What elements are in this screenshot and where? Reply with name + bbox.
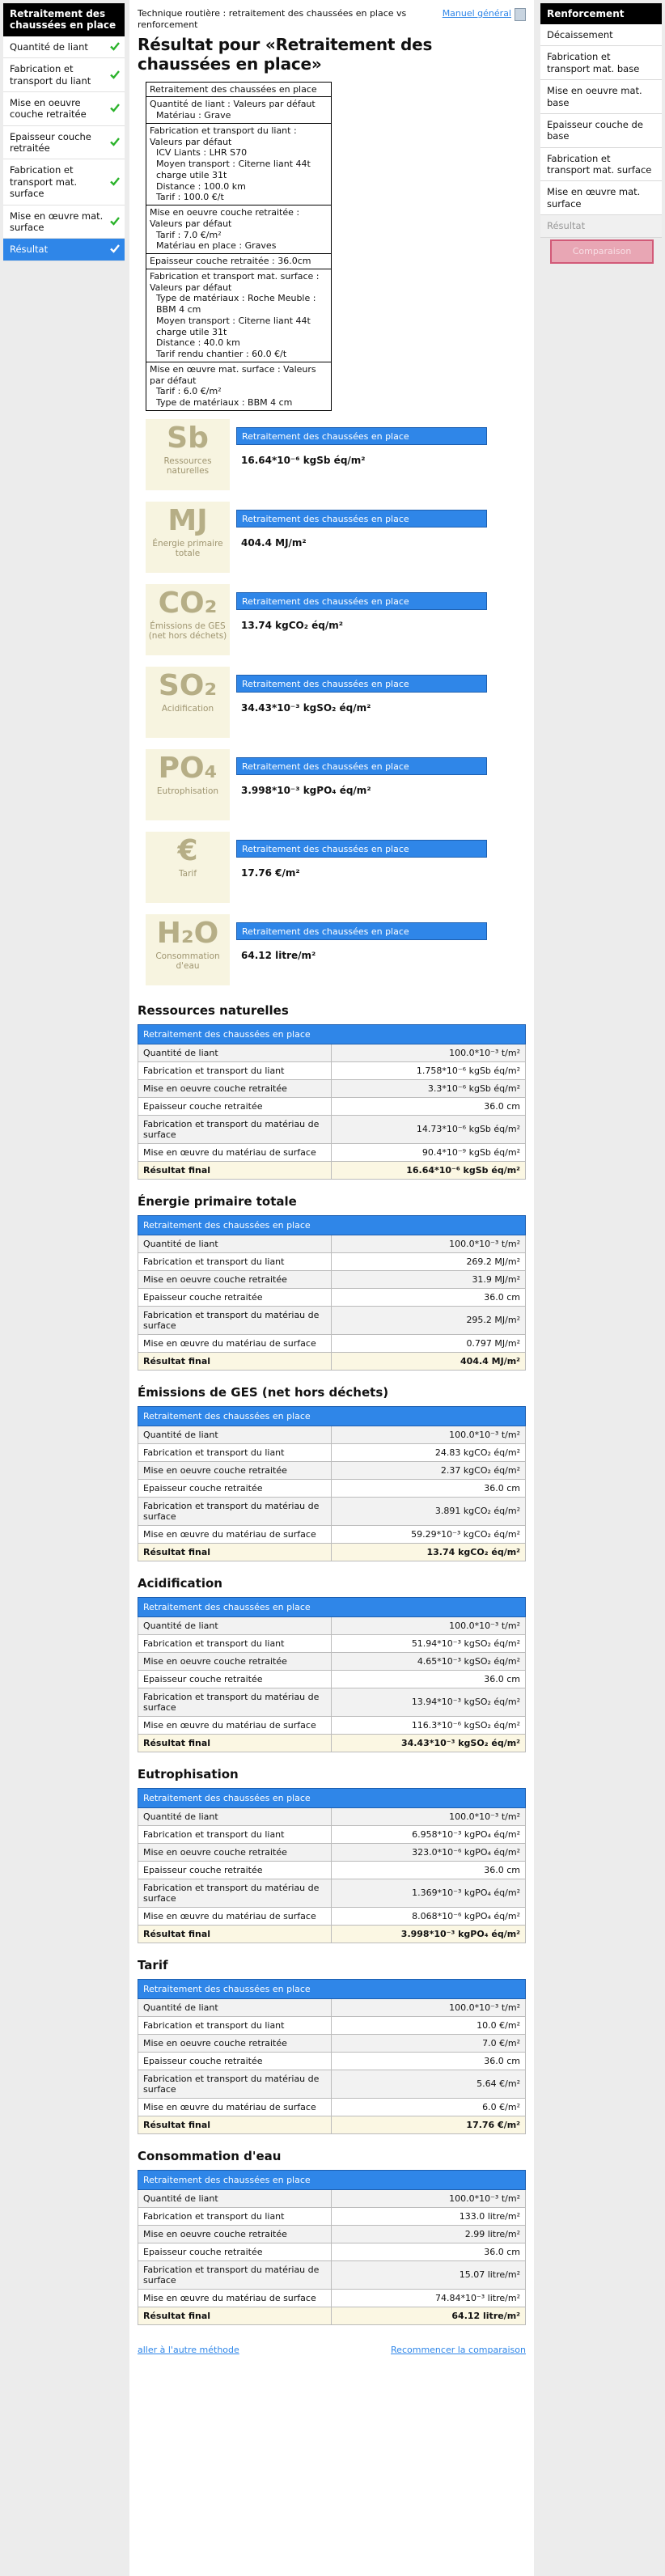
table-row <box>138 1334 526 1352</box>
row-value: 3.891 kgCO₂ éq/m² <box>332 1497 526 1525</box>
summary-line: Fabrication et transport mat. surface : Valeurs par défaut <box>150 270 320 293</box>
final-row <box>138 1352 526 1370</box>
row-value: 1.369*10⁻³ kgPO₄ éq/m² <box>332 1879 526 1907</box>
result-table <box>138 1979 526 2134</box>
final-row <box>138 2116 526 2133</box>
row-label: Epaisseur couche retraitée <box>138 1097 332 1115</box>
table-row <box>138 1879 526 1907</box>
sidebar-item-4[interactable] <box>3 159 125 205</box>
indicator-symbol: SO₂ <box>158 668 218 702</box>
row-label: Fabrication et transport du liant <box>138 1443 332 1461</box>
row-value: 2.37 kgCO₂ éq/m² <box>332 1461 526 1479</box>
check-icon <box>110 244 120 253</box>
sidebar-item-6[interactable] <box>3 239 125 261</box>
restart-comparison-link[interactable]: Recommencer la comparaison <box>391 2344 526 2355</box>
summary-line: Fabrication et transport du liant : Valeurs par défaut <box>150 125 297 147</box>
right-sidebar-item-3[interactable]: Epaisseur couche de base <box>540 114 662 148</box>
indicator-2 <box>146 584 526 659</box>
indicator-icon <box>146 584 230 655</box>
row-value: 15.07 litre/m² <box>332 2260 526 2289</box>
row-label: Epaisseur couche retraitée <box>138 1670 332 1688</box>
table-row <box>138 2243 526 2260</box>
table-row <box>138 1616 526 1634</box>
row-label: Résultat final <box>138 2307 332 2324</box>
indicator-value: 17.76 €/m² <box>241 866 300 879</box>
sidebar-item-0[interactable] <box>3 36 125 58</box>
row-value: 100.0*10⁻³ t/m² <box>332 2189 526 2207</box>
row-label: Fabrication et transport du matériau de surface <box>138 1688 332 1716</box>
indicator-list <box>138 419 526 989</box>
row-value: 31.9 MJ/m² <box>332 1270 526 1288</box>
indicator-value: 3.998*10⁻³ kgPO₄ éq/m² <box>241 784 371 796</box>
sidebar-item-1[interactable] <box>3 58 125 92</box>
sidebar-item-label: Epaisseur couche retraitée <box>10 130 91 155</box>
breadcrumb <box>138 8 526 32</box>
row-label: Résultat final <box>138 1161 332 1179</box>
table-row <box>138 2225 526 2243</box>
row-value: 59.29*10⁻³ kgCO₂ éq/m² <box>332 1525 526 1543</box>
row-label: Résultat final <box>138 1352 332 1370</box>
row-value: 36.0 cm <box>332 1479 526 1497</box>
table-row <box>138 1306 526 1334</box>
row-label: Résultat final <box>138 1925 332 1943</box>
table-row <box>138 1044 526 1061</box>
table-header: Retraitement des chaussées en place <box>138 1406 526 1426</box>
table-header: Retraitement des chaussées en place <box>138 1597 526 1616</box>
table-header-row <box>138 1788 526 1807</box>
sidebar-item-3[interactable] <box>3 126 125 160</box>
row-label: Résultat final <box>138 1734 332 1752</box>
summary-line: Matériau en place : Graves <box>156 240 277 252</box>
table-row <box>138 1270 526 1288</box>
table-row <box>138 2070 526 2098</box>
row-label: Quantité de liant <box>138 1044 332 1061</box>
indicator-6 <box>146 914 526 989</box>
indicator-label: Acidification <box>161 703 214 714</box>
table-row <box>138 2098 526 2116</box>
row-value: 51.94*10⁻³ kgSO₂ éq/m² <box>332 1634 526 1652</box>
right-sidebar-item-4[interactable]: Fabrication et transport mat. surface <box>540 148 662 182</box>
table-row <box>138 2207 526 2225</box>
summary-line: Tarif : 7.0 €/m² <box>156 229 222 240</box>
table-row <box>138 1288 526 1306</box>
row-label: Fabrication et transport du matériau de surface <box>138 2070 332 2098</box>
row-value: 16.64*10⁻⁶ kgSb éq/m² <box>332 1161 526 1179</box>
indicator-label: Ressources naturelles <box>163 455 212 477</box>
table-row <box>138 1479 526 1497</box>
section-title: Consommation d'eau <box>138 2148 282 2163</box>
indicator-1 <box>146 502 526 576</box>
summary-line: Tarif : 6.0 €/m² <box>156 386 222 397</box>
indicator-bar: Retraitement des chaussées en place <box>236 592 487 610</box>
indicator-0 <box>146 419 526 494</box>
sidebar-item-label: Quantité de liant <box>10 40 88 53</box>
summary-line: Distance : 100.0 km <box>156 180 246 192</box>
result-table <box>138 1215 526 1371</box>
table-row <box>138 1461 526 1479</box>
row-value: 269.2 MJ/m² <box>332 1252 526 1270</box>
row-label: Fabrication et transport du matériau de surface <box>138 1879 332 1907</box>
table-row <box>138 1252 526 1270</box>
table-header-row <box>138 1979 526 1998</box>
row-label: Epaisseur couche retraitée <box>138 2243 332 2260</box>
indicator-symbol: MJ <box>167 503 208 537</box>
table-row <box>138 2034 526 2052</box>
sidebar-item-label: Fabrication et transport du liant <box>10 63 91 87</box>
table-header: Retraitement des chaussées en place <box>138 1979 526 1998</box>
summary-line: Tarif rendu chantier : 60.0 €/t <box>156 349 287 360</box>
table-row <box>138 1115 526 1143</box>
row-label: Mise en œuvre du matériau de surface <box>138 1716 332 1734</box>
row-value: 36.0 cm <box>332 1861 526 1879</box>
table-header: Retraitement des chaussées en place <box>138 1215 526 1235</box>
indicator-5 <box>146 832 526 906</box>
row-label: Fabrication et transport du liant <box>138 2207 332 2225</box>
section-title: Tarif <box>138 1957 168 1972</box>
row-label: Mise en oeuvre couche retraitée <box>138 1270 332 1288</box>
table-row <box>138 1426 526 1443</box>
sidebar-item-2[interactable] <box>3 92 125 126</box>
row-label: Fabrication et transport du liant <box>138 1634 332 1652</box>
summary-mise-couche <box>146 205 331 254</box>
row-value: 7.0 €/m² <box>332 2034 526 2052</box>
row-label: Fabrication et transport du liant <box>138 1252 332 1270</box>
indicator-icon <box>146 749 230 820</box>
row-label: Fabrication et transport du matériau de surface <box>138 1115 332 1143</box>
summary-line: Type de matériaux : BBM 4 cm <box>156 397 293 409</box>
indicator-4 <box>146 749 526 824</box>
table-row <box>138 1998 526 2016</box>
row-label: Quantité de liant <box>138 1235 332 1252</box>
row-label: Mise en œuvre du matériau de surface <box>138 1907 332 1925</box>
row-value: 100.0*10⁻³ t/m² <box>332 1616 526 1634</box>
indicator-symbol: € <box>177 833 198 867</box>
row-value: 10.0 €/m² <box>332 2016 526 2034</box>
final-row <box>138 1543 526 1561</box>
section-title: Eutrophisation <box>138 1766 239 1782</box>
sidebar-item-label: Mise en oeuvre couche retraitée <box>10 96 87 121</box>
row-value: 14.73*10⁻⁶ kgSb éq/m² <box>332 1115 526 1143</box>
check-icon <box>110 103 120 112</box>
result-table <box>138 1788 526 1943</box>
table-row <box>138 2016 526 2034</box>
manual-link[interactable]: Manuel général <box>442 8 511 19</box>
row-value: 5.64 €/m² <box>332 2070 526 2098</box>
summary-title: Retraitement des chaussées en place <box>146 83 331 98</box>
sidebar-item-5[interactable] <box>3 205 125 239</box>
row-label: Fabrication et transport du liant <box>138 2016 332 2034</box>
result-tables <box>138 1003 526 2325</box>
table-header: Retraitement des chaussées en place <box>138 1024 526 1044</box>
table-row <box>138 1807 526 1825</box>
row-value: 34.43*10⁻³ kgSO₂ éq/m² <box>332 1734 526 1752</box>
row-value: 2.99 litre/m² <box>332 2225 526 2243</box>
table-row <box>138 1907 526 1925</box>
row-value: 8.068*10⁻⁶ kgPO₄ éq/m² <box>332 1907 526 1925</box>
table-row <box>138 1825 526 1843</box>
row-value: 6.0 €/m² <box>332 2098 526 2116</box>
sidebar-item-label: Fabrication et transport mat. surface <box>10 164 78 200</box>
row-label: Résultat final <box>138 1543 332 1561</box>
table-header-row <box>138 2170 526 2189</box>
indicator-bar: Retraitement des chaussées en place <box>236 675 487 693</box>
right-sidebar-title: Renforcement <box>540 3 662 24</box>
indicator-symbol: PO₄ <box>158 751 218 785</box>
row-value: 100.0*10⁻³ t/m² <box>332 1998 526 2016</box>
result-table <box>138 1024 526 1180</box>
row-value: 116.3*10⁻⁶ kgSO₂ éq/m² <box>332 1716 526 1734</box>
row-value: 323.0*10⁻⁶ kgPO₄ éq/m² <box>332 1843 526 1861</box>
sidebar-item-label: Résultat <box>10 244 49 256</box>
row-label: Mise en œuvre du matériau de surface <box>138 1525 332 1543</box>
summary-epaisseur: Epaisseur couche retraitée : 36.0cm <box>146 254 331 269</box>
indicator-label: Eutrophisation <box>156 786 219 796</box>
right-sidebar-item-5[interactable]: Mise en œuvre mat. surface <box>540 181 662 215</box>
table-row <box>138 2289 526 2307</box>
table-row <box>138 1688 526 1716</box>
row-value: 36.0 cm <box>332 2243 526 2260</box>
section-title: Énergie primaire totale <box>138 1193 297 1209</box>
row-label: Mise en oeuvre couche retraitée <box>138 2034 332 2052</box>
final-row <box>138 2307 526 2324</box>
main-content <box>129 0 534 2576</box>
indicator-icon <box>146 832 230 903</box>
row-value: 74.84*10⁻³ litre/m² <box>332 2289 526 2307</box>
table-header-row <box>138 1215 526 1235</box>
page-title: Résultat pour «Retraitement des chaussées en place» <box>138 34 433 74</box>
table-row <box>138 1235 526 1252</box>
summary-line: Distance : 40.0 km <box>156 337 240 349</box>
indicator-icon <box>146 502 230 573</box>
indicator-symbol: Sb <box>167 421 209 455</box>
right-sidebar-item-6[interactable]: Résultat <box>540 215 662 237</box>
table-row <box>138 1670 526 1688</box>
row-value: 6.958*10⁻³ kgPO₄ éq/m² <box>332 1825 526 1843</box>
row-label: Mise en oeuvre couche retraitée <box>138 1079 332 1097</box>
row-label: Fabrication et transport du matériau de surface <box>138 1306 332 1334</box>
indicator-icon <box>146 419 230 490</box>
indicator-bar: Retraitement des chaussées en place <box>236 922 487 940</box>
row-label: Résultat final <box>138 2116 332 2133</box>
summary-box <box>146 82 332 411</box>
row-value: 64.12 litre/m² <box>332 2307 526 2324</box>
indicator-label: Consommation d'eau <box>155 951 220 972</box>
table-row <box>138 2052 526 2070</box>
indicator-label: Émissions de GES (net hors déchets) <box>148 621 227 642</box>
summary-liant-fab <box>146 124 331 205</box>
indicator-icon <box>146 914 230 985</box>
row-label: Mise en œuvre du matériau de surface <box>138 2098 332 2116</box>
table-header: Retraitement des chaussées en place <box>138 1788 526 1807</box>
summary-line: Quantité de liant : Valeurs par défaut <box>150 99 316 110</box>
indicator-bar: Retraitement des chaussées en place <box>236 510 487 527</box>
sidebar-item-label: Mise en œuvre mat. surface <box>10 210 104 233</box>
row-value: 90.4*10⁻⁹ kgSb éq/m² <box>332 1143 526 1161</box>
row-label: Fabrication et transport du liant <box>138 1061 332 1079</box>
summary-line: ICV Liants : LHR S70 <box>156 147 248 159</box>
indicator-value: 64.12 litre/m² <box>241 949 316 961</box>
check-icon <box>110 216 120 226</box>
indicator-label: Énergie primaire totale <box>152 538 223 559</box>
table-row <box>138 1716 526 1734</box>
row-value: 36.0 cm <box>332 1097 526 1115</box>
table-row <box>138 1443 526 1461</box>
row-value: 100.0*10⁻³ t/m² <box>332 1044 526 1061</box>
row-label: Epaisseur couche retraitée <box>138 2052 332 2070</box>
row-label: Mise en œuvre du matériau de surface <box>138 2289 332 2307</box>
section-title: Acidification <box>138 1575 222 1591</box>
table-header: Retraitement des chaussées en place <box>138 2170 526 2189</box>
final-row <box>138 1925 526 1943</box>
table-row <box>138 1143 526 1161</box>
row-label: Fabrication et transport du matériau de surface <box>138 1497 332 1525</box>
row-label: Fabrication et transport du liant <box>138 1825 332 1843</box>
row-value: 13.74 kgCO₂ éq/m² <box>332 1543 526 1561</box>
row-value: 24.83 kgCO₂ éq/m² <box>332 1443 526 1461</box>
indicator-icon <box>146 667 230 738</box>
left-sidebar-title: Retraitement des chaussées en place <box>3 3 125 36</box>
row-value: 100.0*10⁻³ t/m² <box>332 1235 526 1252</box>
table-header-row <box>138 1597 526 1616</box>
table-row <box>138 1634 526 1652</box>
indicator-bar: Retraitement des chaussées en place <box>236 427 487 445</box>
summary-line: Mise en oeuvre couche retraitée : Valeurs par défaut <box>150 207 300 229</box>
row-value: 133.0 litre/m² <box>332 2207 526 2225</box>
row-value: 13.94*10⁻³ kgSO₂ éq/m² <box>332 1688 526 1716</box>
row-label: Mise en œuvre du matériau de surface <box>138 1143 332 1161</box>
check-icon <box>110 176 120 186</box>
result-table <box>138 1406 526 1561</box>
indicator-value: 16.64*10⁻⁶ kgSb éq/m² <box>241 454 366 466</box>
row-value: 295.2 MJ/m² <box>332 1306 526 1334</box>
row-label: Quantité de liant <box>138 2189 332 2207</box>
row-value: 36.0 cm <box>332 2052 526 2070</box>
row-label: Quantité de liant <box>138 1616 332 1634</box>
row-value: 1.758*10⁻⁶ kgSb éq/m² <box>332 1061 526 1079</box>
row-value: 36.0 cm <box>332 1670 526 1688</box>
indicator-symbol: CO₂ <box>158 586 218 620</box>
right-sidebar <box>540 3 662 238</box>
row-label: Fabrication et transport du matériau de surface <box>138 2260 332 2289</box>
row-label: Mise en oeuvre couche retraitée <box>138 1652 332 1670</box>
row-label: Quantité de liant <box>138 1807 332 1825</box>
row-value: 100.0*10⁻³ t/m² <box>332 1426 526 1443</box>
row-label: Epaisseur couche retraitée <box>138 1288 332 1306</box>
bottom-links <box>138 2345 526 2361</box>
indicator-label: Tarif <box>178 868 197 879</box>
row-value: 4.65*10⁻³ kgSO₂ éq/m² <box>332 1652 526 1670</box>
right-sidebar-item-1[interactable]: Fabrication et transport mat. base <box>540 46 662 80</box>
breadcrumb-text: Technique routière : retraitement des chaussées en place vs renforcement <box>138 8 407 31</box>
final-row <box>138 1161 526 1179</box>
check-icon <box>110 137 120 146</box>
indicator-symbol: H₂O <box>156 916 219 950</box>
table-row <box>138 2189 526 2207</box>
indicator-value: 34.43*10⁻³ kgSO₂ éq/m² <box>241 701 371 714</box>
table-row <box>138 1497 526 1525</box>
left-sidebar <box>3 3 125 261</box>
table-row <box>138 1843 526 1861</box>
row-label: Mise en oeuvre couche retraitée <box>138 1843 332 1861</box>
check-icon <box>110 41 120 51</box>
summary-line: Matériau : Grave <box>156 110 231 121</box>
table-row <box>138 1525 526 1543</box>
summary-surf-mise <box>146 362 331 410</box>
summary-line: Moyen transport : Citerne liant 44t charge utile 31t <box>156 159 311 180</box>
summary-line: Moyen transport : Citerne liant 44t charge utile 31t <box>156 315 311 337</box>
summary-surf-fab <box>146 269 331 362</box>
row-value: 17.76 €/m² <box>332 2116 526 2133</box>
result-table <box>138 2170 526 2325</box>
row-value: 36.0 cm <box>332 1288 526 1306</box>
row-value: 404.4 MJ/m² <box>332 1352 526 1370</box>
summary-line: Mise en œuvre mat. surface : Valeurs par défaut <box>150 363 316 386</box>
row-value: 0.797 MJ/m² <box>332 1334 526 1352</box>
row-label: Quantité de liant <box>138 1426 332 1443</box>
indicator-value: 13.74 kgCO₂ éq/m² <box>241 619 344 631</box>
indicator-value: 404.4 MJ/m² <box>241 536 307 549</box>
book-icon[interactable] <box>515 8 526 21</box>
summary-liant-qty <box>146 97 331 124</box>
final-row <box>138 1734 526 1752</box>
row-label: Mise en oeuvre couche retraitée <box>138 2225 332 2243</box>
right-sidebar-item-2[interactable]: Mise en oeuvre mat. base <box>540 80 662 114</box>
table-row <box>138 1079 526 1097</box>
indicator-bar: Retraitement des chaussées en place <box>236 840 487 858</box>
row-value: 3.3*10⁻⁶ kgSb éq/m² <box>332 1079 526 1097</box>
row-value: 100.0*10⁻³ t/m² <box>332 1807 526 1825</box>
table-row <box>138 1097 526 1115</box>
check-icon <box>110 70 120 79</box>
summary-line: Tarif : 100.0 €/t <box>156 192 224 203</box>
table-row <box>138 1652 526 1670</box>
section-title: Ressources naturelles <box>138 1002 289 1018</box>
table-row <box>138 2260 526 2289</box>
row-label: Quantité de liant <box>138 1998 332 2016</box>
table-row <box>138 1861 526 1879</box>
row-label: Epaisseur couche retraitée <box>138 1861 332 1879</box>
table-header-row <box>138 1024 526 1044</box>
compare-button[interactable]: Comparaison <box>550 239 654 264</box>
row-label: Mise en oeuvre couche retraitée <box>138 1461 332 1479</box>
row-label: Mise en œuvre du matériau de surface <box>138 1334 332 1352</box>
table-row <box>138 1061 526 1079</box>
other-method-link[interactable]: aller à l'autre méthode <box>138 2344 239 2355</box>
summary-line: Type de matériaux : Roche Meuble : BBM 4 cm <box>156 293 316 316</box>
row-label: Epaisseur couche retraitée <box>138 1479 332 1497</box>
table-header-row <box>138 1406 526 1426</box>
row-value: 3.998*10⁻³ kgPO₄ éq/m² <box>332 1925 526 1943</box>
right-sidebar-item-0[interactable]: Décaissement <box>540 24 662 46</box>
indicator-3 <box>146 667 526 741</box>
indicator-bar: Retraitement des chaussées en place <box>236 757 487 775</box>
section-title: Émissions de GES (net hors déchets) <box>138 1384 389 1400</box>
result-table <box>138 1597 526 1752</box>
